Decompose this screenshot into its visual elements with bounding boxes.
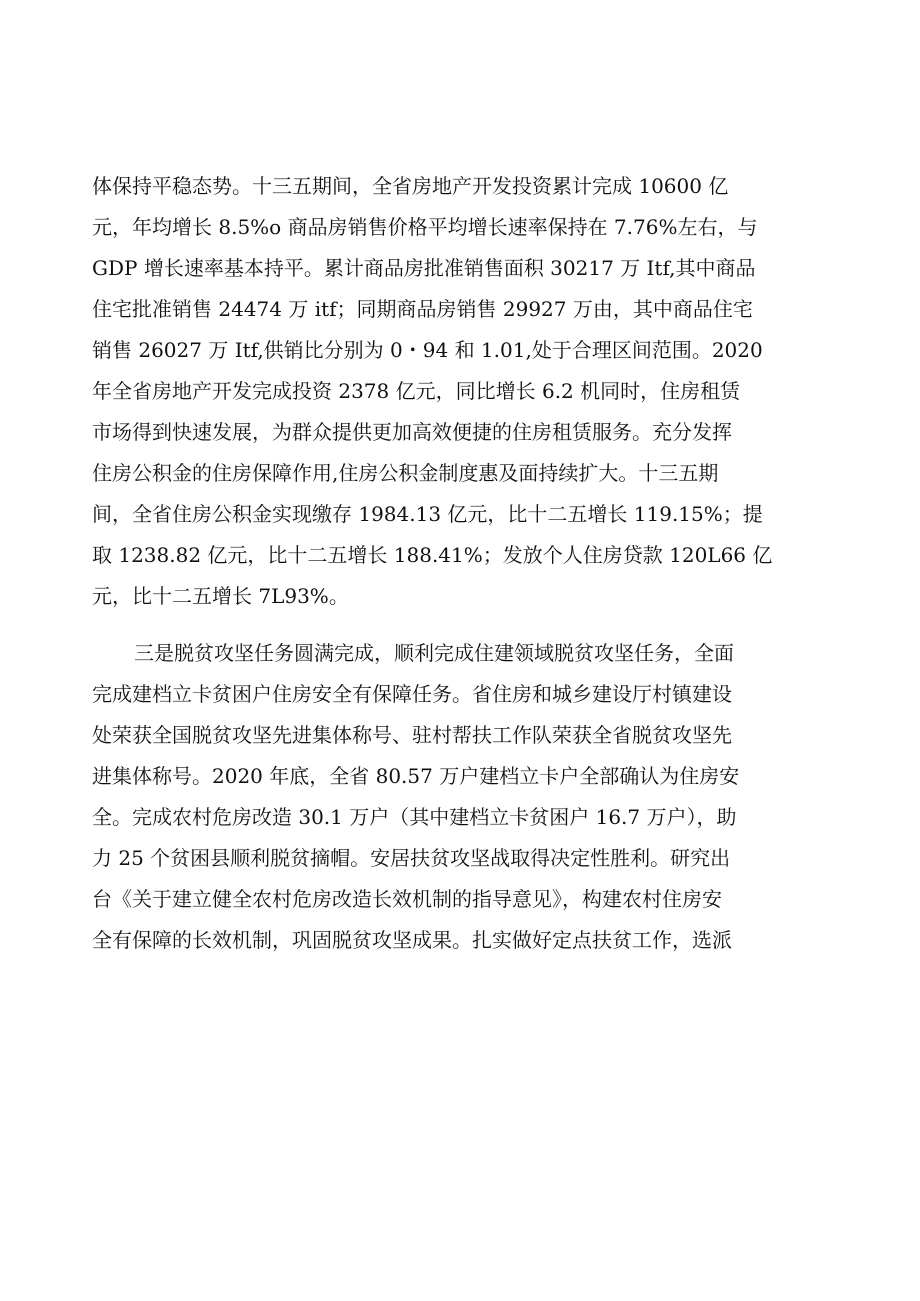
text-line: 元，比十二五增长 7L93%。 bbox=[92, 584, 349, 608]
text-line: 三是脱贫攻坚任务圆满完成，顺利完成住建领域脱贫攻坚任务，全面 bbox=[134, 641, 734, 665]
text-line: 处荣获全国脱贫攻坚先进集体称号、驻村帮扶工作队荣获全省脱贫攻坚先 bbox=[92, 723, 732, 747]
text-line: 取 1238.82 亿元，比十二五增长 188.41%；发放个人住房贷款 120L66 亿 bbox=[92, 543, 773, 567]
text-line: 年全省房地产开发完成投资 2378 亿元，同比增长 6.2 机同时，住房租赁 bbox=[92, 379, 741, 403]
paragraph-poverty-alleviation bbox=[92, 637, 832, 965]
text-line: 力 25 个贫困县顺利脱贫摘帽。安居扶贫攻坚战取得决定性胜利。研究出 bbox=[92, 846, 731, 870]
text-line: 体保持平稳态势。十三五期间，全省房地产开发投资累计完成 10600 亿 bbox=[92, 174, 729, 198]
text-line: 住房公积金的住房保障作用,住房公积金制度惠及面持续扩大。十三五期 bbox=[92, 461, 719, 485]
text-line: 完成建档立卡贫困户住房安全有保障任务。省住房和城乡建设厅村镇建设 bbox=[92, 682, 732, 706]
paragraph-gap bbox=[92, 621, 832, 637]
body-text bbox=[92, 170, 832, 965]
text-line: 台《关于建立健全农村危房改造长效机制的指导意见》，构建农村住房安 bbox=[92, 887, 722, 911]
text-line: 全有保障的长效机制，巩固脱贫攻坚成果。扎实做好定点扶贫工作，选派 bbox=[92, 928, 732, 952]
text-line: 间，全省住房公积金实现缴存 1984.13 亿元，比十二五增长 119.15%；提 bbox=[92, 502, 763, 526]
text-line: 元，年均增长 8.5%o 商品房销售价格平均增长速率保持在 7.76%左右，与 bbox=[92, 215, 758, 239]
text-line: 销售 26027 万 Itf,供销比分别为 0・94 和 1.01,处于合理区间范围。2020 bbox=[92, 338, 763, 362]
text-line: 进集体称号。2020 年底，全省 80.57 万户建档立卡户全部确认为住房安 bbox=[92, 764, 740, 788]
text-line: 全。完成农村危房改造 30.1 万户（其中建档立卡贫困户 16.7 万户），助 bbox=[92, 805, 737, 829]
text-line: 市场得到快速发展，为群众提供更加高效便捷的住房租赁服务。充分发挥 bbox=[92, 420, 732, 444]
text-line: GDP 增长速率基本持平。累计商品房批准销售面积 30217 万 Itf,其中商品 bbox=[92, 256, 756, 280]
paragraph-housing-market bbox=[92, 170, 832, 621]
text-line: 住宅批准销售 24474 万 itf；同期商品房销售 29927 万由，其中商品住宅 bbox=[92, 297, 753, 321]
